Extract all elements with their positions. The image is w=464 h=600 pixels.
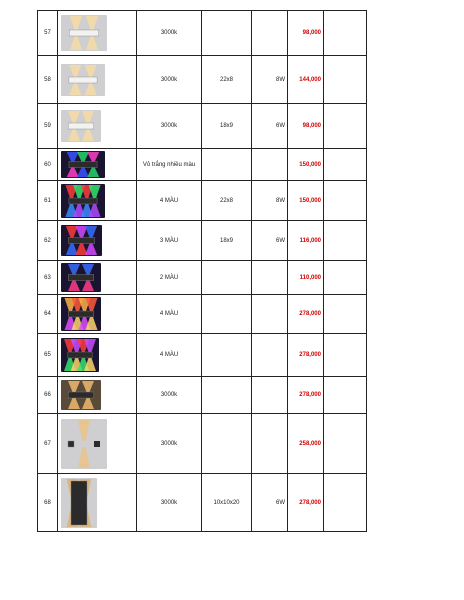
- table-row: [38, 414, 367, 474]
- product-wattage: [252, 295, 288, 334]
- wall-lamp-rgb-icon: [61, 151, 105, 178]
- product-description: 4 MÀU: [137, 181, 202, 221]
- wall-lamp-rgb-icon: [61, 263, 101, 292]
- product-wattage: [252, 334, 288, 377]
- product-price: 278,000: [288, 295, 324, 334]
- product-price: 278,000: [288, 334, 324, 377]
- product-image-cell: [58, 414, 137, 474]
- product-size: 22x8: [202, 181, 252, 221]
- row-number: 64: [38, 295, 58, 334]
- product-table: [37, 10, 367, 532]
- table-row: [38, 474, 367, 532]
- empty-cell: [324, 149, 367, 181]
- product-description: 3 MÀU: [137, 221, 202, 261]
- product-price: 144,000: [288, 56, 324, 104]
- empty-cell: [324, 221, 367, 261]
- product-size: 18x9: [202, 221, 252, 261]
- product-image-cell: [58, 56, 137, 104]
- product-image-cell: [58, 11, 137, 56]
- product-description: 4 MÀU: [137, 295, 202, 334]
- product-size: [202, 11, 252, 56]
- empty-cell: [324, 181, 367, 221]
- row-number: 67: [38, 414, 58, 474]
- table-row: [38, 261, 367, 295]
- empty-cell: [324, 104, 367, 149]
- product-image-cell: [58, 377, 137, 414]
- empty-cell: [324, 377, 367, 414]
- empty-cell: [324, 474, 367, 532]
- row-number: 68: [38, 474, 58, 532]
- product-description: 2 MÀU: [137, 261, 202, 295]
- table-row: [38, 377, 367, 414]
- product-price: 150,000: [288, 181, 324, 221]
- product-size: 18x9: [202, 104, 252, 149]
- empty-cell: [324, 261, 367, 295]
- product-wattage: 8W: [252, 56, 288, 104]
- wall-lamp-warm-icon: [61, 110, 101, 142]
- table-row: [38, 149, 367, 181]
- empty-cell: [324, 11, 367, 56]
- product-image-cell: [58, 295, 137, 334]
- product-price: 278,000: [288, 377, 324, 414]
- product-size: [202, 261, 252, 295]
- product-image-cell: [58, 221, 137, 261]
- table-row: [38, 334, 367, 377]
- product-wattage: 6W: [252, 474, 288, 532]
- product-price: 278,000: [288, 474, 324, 532]
- product-description: 3000k: [137, 377, 202, 414]
- table-row: [38, 181, 367, 221]
- wall-lamp-pair-icon: [61, 419, 107, 469]
- row-number: 61: [38, 181, 58, 221]
- product-size: [202, 414, 252, 474]
- product-wattage: 6W: [252, 104, 288, 149]
- product-description: 3000k: [137, 56, 202, 104]
- row-number: 63: [38, 261, 58, 295]
- empty-cell: [324, 56, 367, 104]
- product-wattage: [252, 261, 288, 295]
- table-row: [38, 221, 367, 261]
- table-row: [38, 56, 367, 104]
- product-wattage: [252, 149, 288, 181]
- wall-lamp-warm-icon: [61, 64, 105, 96]
- row-number: 65: [38, 334, 58, 377]
- product-size: [202, 377, 252, 414]
- product-description: 3000k: [137, 474, 202, 532]
- product-size: 22x8: [202, 56, 252, 104]
- product-description: Vỏ trắng nhiều màu: [137, 149, 202, 181]
- empty-cell: [324, 334, 367, 377]
- product-wattage: [252, 414, 288, 474]
- wall-lamp-rgb-icon: [61, 184, 105, 218]
- table-row: [38, 295, 367, 334]
- table-row: [38, 104, 367, 149]
- row-number: 60: [38, 149, 58, 181]
- wall-lamp-warm-icon: [61, 15, 107, 51]
- row-number: 66: [38, 377, 58, 414]
- product-wattage: [252, 11, 288, 56]
- product-price: 150,000: [288, 149, 324, 181]
- product-size: [202, 149, 252, 181]
- row-number: 58: [38, 56, 58, 104]
- product-wattage: 6W: [252, 221, 288, 261]
- row-number: 62: [38, 221, 58, 261]
- product-image-cell: [58, 104, 137, 149]
- row-number: 59: [38, 104, 58, 149]
- product-image-cell: [58, 474, 137, 532]
- wall-lamp-warm-icon: [61, 380, 101, 410]
- product-description: 3000k: [137, 104, 202, 149]
- product-price: 98,000: [288, 11, 324, 56]
- product-price: 116,000: [288, 221, 324, 261]
- empty-cell: [324, 414, 367, 474]
- wall-lamp-rgb-icon: [61, 338, 99, 372]
- wall-lamp-rgb-icon: [61, 297, 101, 331]
- row-number: 57: [38, 11, 58, 56]
- product-wattage: 8W: [252, 181, 288, 221]
- product-size: 10x10x20: [202, 474, 252, 532]
- product-description: 4 MÀU: [137, 334, 202, 377]
- product-description: 3000k: [137, 414, 202, 474]
- table-row: [38, 11, 367, 56]
- product-image-cell: [58, 334, 137, 377]
- wall-lamp-rgb-icon: [61, 225, 102, 256]
- wall-lamp-column-icon: [61, 478, 97, 528]
- product-price: 98,000: [288, 104, 324, 149]
- product-image-cell: [58, 261, 137, 295]
- empty-cell: [324, 295, 367, 334]
- product-price: 110,000: [288, 261, 324, 295]
- product-size: [202, 295, 252, 334]
- product-image-cell: [58, 181, 137, 221]
- product-description: 3000k: [137, 11, 202, 56]
- product-image-cell: [58, 149, 137, 181]
- product-price: 258,000: [288, 414, 324, 474]
- product-size: [202, 334, 252, 377]
- product-wattage: [252, 377, 288, 414]
